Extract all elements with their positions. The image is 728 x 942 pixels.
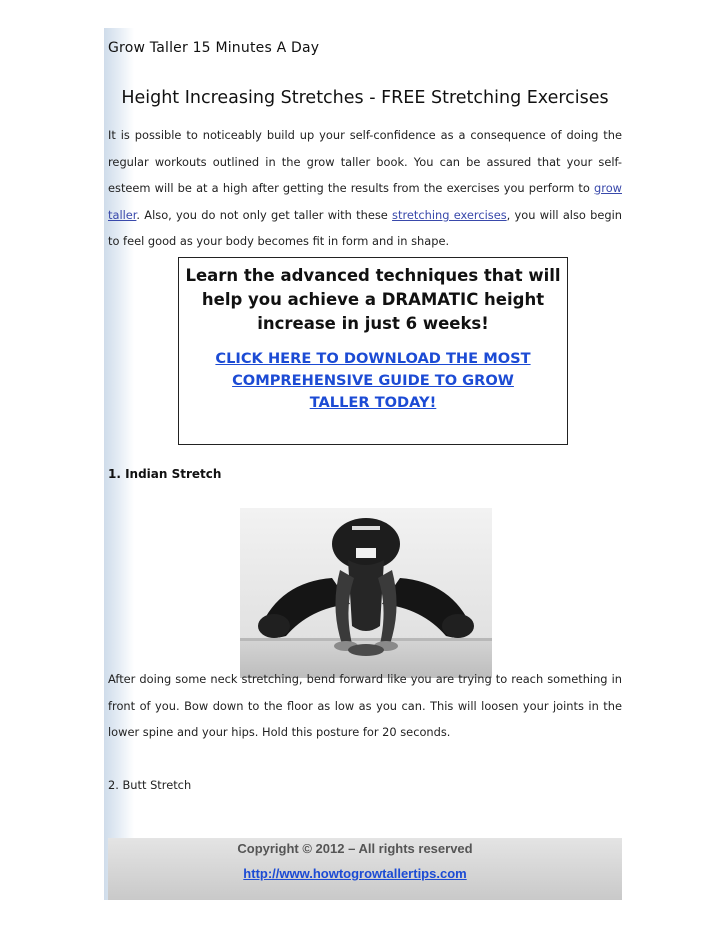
grow-taller-link[interactable]: grow taller — [108, 181, 622, 222]
promo-headline: Learn the advanced techniques that will help you achieve a DRAMATIC height increase in just 6 weeks! — [185, 266, 561, 333]
footer-copyright: Copyright © 2012 – All rights reserved — [237, 841, 473, 856]
section-heading-indian-stretch: 1. Indian Stretch — [108, 467, 222, 481]
download-guide-link[interactable]: CLICK HERE TO DOWNLOAD THE MOST COMPREHENSIVE GUIDE TO GROW TALLER TODAY! — [215, 350, 531, 411]
stretching-exercises-link[interactable]: stretching exercises — [392, 207, 507, 222]
intro-text-1: It is possible to noticeably build up your self-confidence as a consequence of doing the regular workouts outlined in the grow taller book. You can be assured that your self-esteem will be at a high after getting the results from the exercises you perform to — [108, 128, 622, 195]
intro-text-3: , you will also begin to feel good as your body becomes fit in form and in shape. — [108, 207, 622, 248]
indian-stretch-photo — [240, 508, 492, 678]
page-header-title: Grow Taller 15 Minutes A Day — [108, 40, 320, 56]
promo-box — [178, 257, 568, 445]
indian-stretch-description: After doing some neck stretching, bend forward like you are trying to reach something in front of you. Bow down to the floor as low as you can. This will loosen your joints in the lower spine and your hips. Hold this posture for 20 seconds. — [108, 672, 622, 739]
intro-paragraph — [108, 122, 622, 255]
article-heading: Height Increasing Stretches - FREE Stretching Exercises — [121, 88, 609, 108]
footer-site-link[interactable]: http://www.howtogrowtallertips.com — [243, 866, 467, 881]
intro-text-2: . Also, you do not only get taller with these — [136, 207, 393, 222]
section-heading-butt-stretch: 2. Butt Stretch — [108, 778, 192, 792]
